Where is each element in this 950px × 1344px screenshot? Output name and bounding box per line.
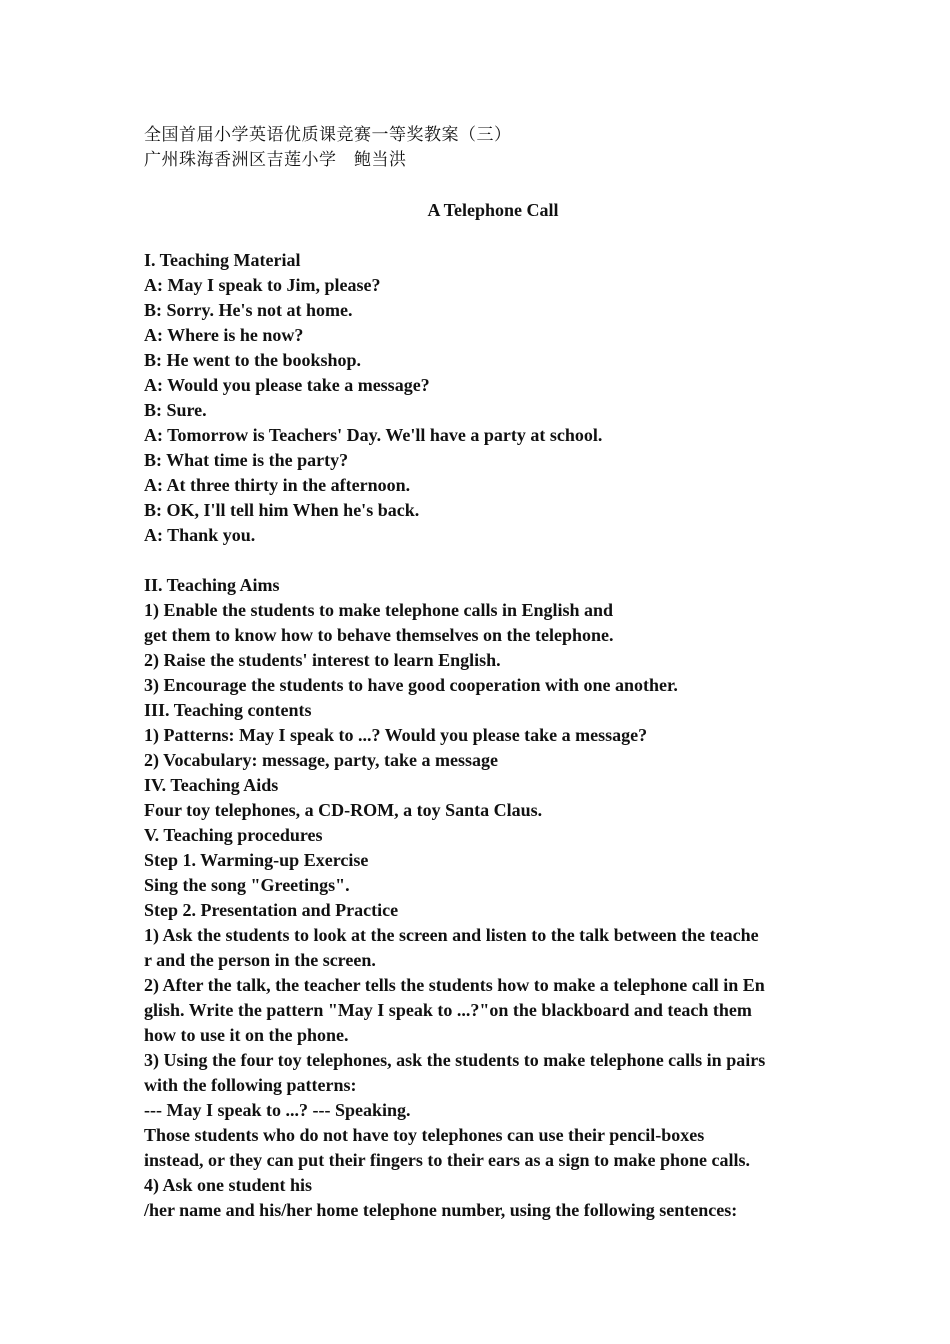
section-heading-teaching-aims: II. Teaching Aims (144, 575, 280, 595)
dialogue-line: B: He went to the bookshop. (144, 350, 362, 370)
procedure-line: Step 2. Presentation and Practice (144, 900, 399, 920)
header-school-author: 广州珠海香洲区吉莲小学 鲍当洪 (144, 150, 407, 170)
dialogue-line: B: OK, I'll tell him When he's back. (144, 500, 420, 520)
procedure-line: 1) Ask the students to look at the screen and listen to the talk between the teache (144, 925, 759, 945)
header-competition-title: 全国首届小学英语优质课竞赛一等奖教案（三） (144, 125, 512, 145)
section-heading-teaching-procedures: V. Teaching procedures (144, 825, 323, 845)
contents-line: 1) Patterns: May I speak to ...? Would you please take a message? (144, 725, 648, 745)
contents-line: 2) Vocabulary: message, party, take a message (144, 750, 498, 770)
dialogue-line: A: Would you please take a message? (144, 375, 430, 395)
procedure-line: --- May I speak to ...? --- Speaking. (144, 1100, 411, 1120)
procedure-line: glish. Write the pattern "May I speak to ...?"on the blackboard and teach them (144, 1000, 752, 1020)
procedure-line: 3) Using the four toy telephones, ask the students to make telephone calls in pairs (144, 1050, 766, 1070)
dialogue-line: A: Where is he now? (144, 325, 304, 345)
procedure-line: Those students who do not have toy telephones can use their pencil-boxes (144, 1125, 705, 1145)
procedure-line: 4) Ask one student his (144, 1175, 313, 1195)
procedure-line: with the following patterns: (144, 1075, 357, 1095)
procedure-line: Step 1. Warming-up Exercise (144, 850, 369, 870)
aims-line: 1) Enable the students to make telephone calls in English and (144, 600, 614, 620)
procedure-line: r and the person in the screen. (144, 950, 376, 970)
dialogue-line: A: May I speak to Jim, please? (144, 275, 381, 295)
spacer (144, 548, 814, 573)
dialogue-line: B: What time is the party? (144, 450, 349, 470)
dialogue-line: B: Sure. (144, 400, 207, 420)
spacer (144, 223, 814, 248)
aims-line: 2) Raise the students' interest to learn English. (144, 650, 501, 670)
procedure-line: Sing the song "Greetings". (144, 875, 350, 895)
section-heading-teaching-aids: IV. Teaching Aids (144, 775, 279, 795)
dialogue-line: A: At three thirty in the afternoon. (144, 475, 411, 495)
section-heading-teaching-material: I. Teaching Material (144, 250, 301, 270)
aims-line: 3) Encourage the students to have good cooperation with one another. (144, 675, 678, 695)
procedure-line: 2) After the talk, the teacher tells the students how to make a telephone call in En (144, 975, 765, 995)
dialogue-line: A: Tomorrow is Teachers' Day. We'll have a party at school. (144, 425, 603, 445)
aims-line: get them to know how to behave themselves on the telephone. (144, 625, 614, 645)
document-body (144, 123, 814, 1223)
dialogue-line: A: Thank you. (144, 525, 256, 545)
procedure-line: instead, or they can put their fingers to their ears as a sign to make phone calls. (144, 1150, 750, 1170)
section-heading-teaching-contents: III. Teaching contents (144, 700, 312, 720)
procedure-line: /her name and his/her home telephone number, using the following sentences: (144, 1200, 738, 1220)
lesson-title: A Telephone Call (427, 200, 559, 220)
dialogue-line: B: Sorry. He's not at home. (144, 300, 353, 320)
procedure-line: how to use it on the phone. (144, 1025, 349, 1045)
aids-line: Four toy telephones, a CD-ROM, a toy Santa Claus. (144, 800, 543, 820)
